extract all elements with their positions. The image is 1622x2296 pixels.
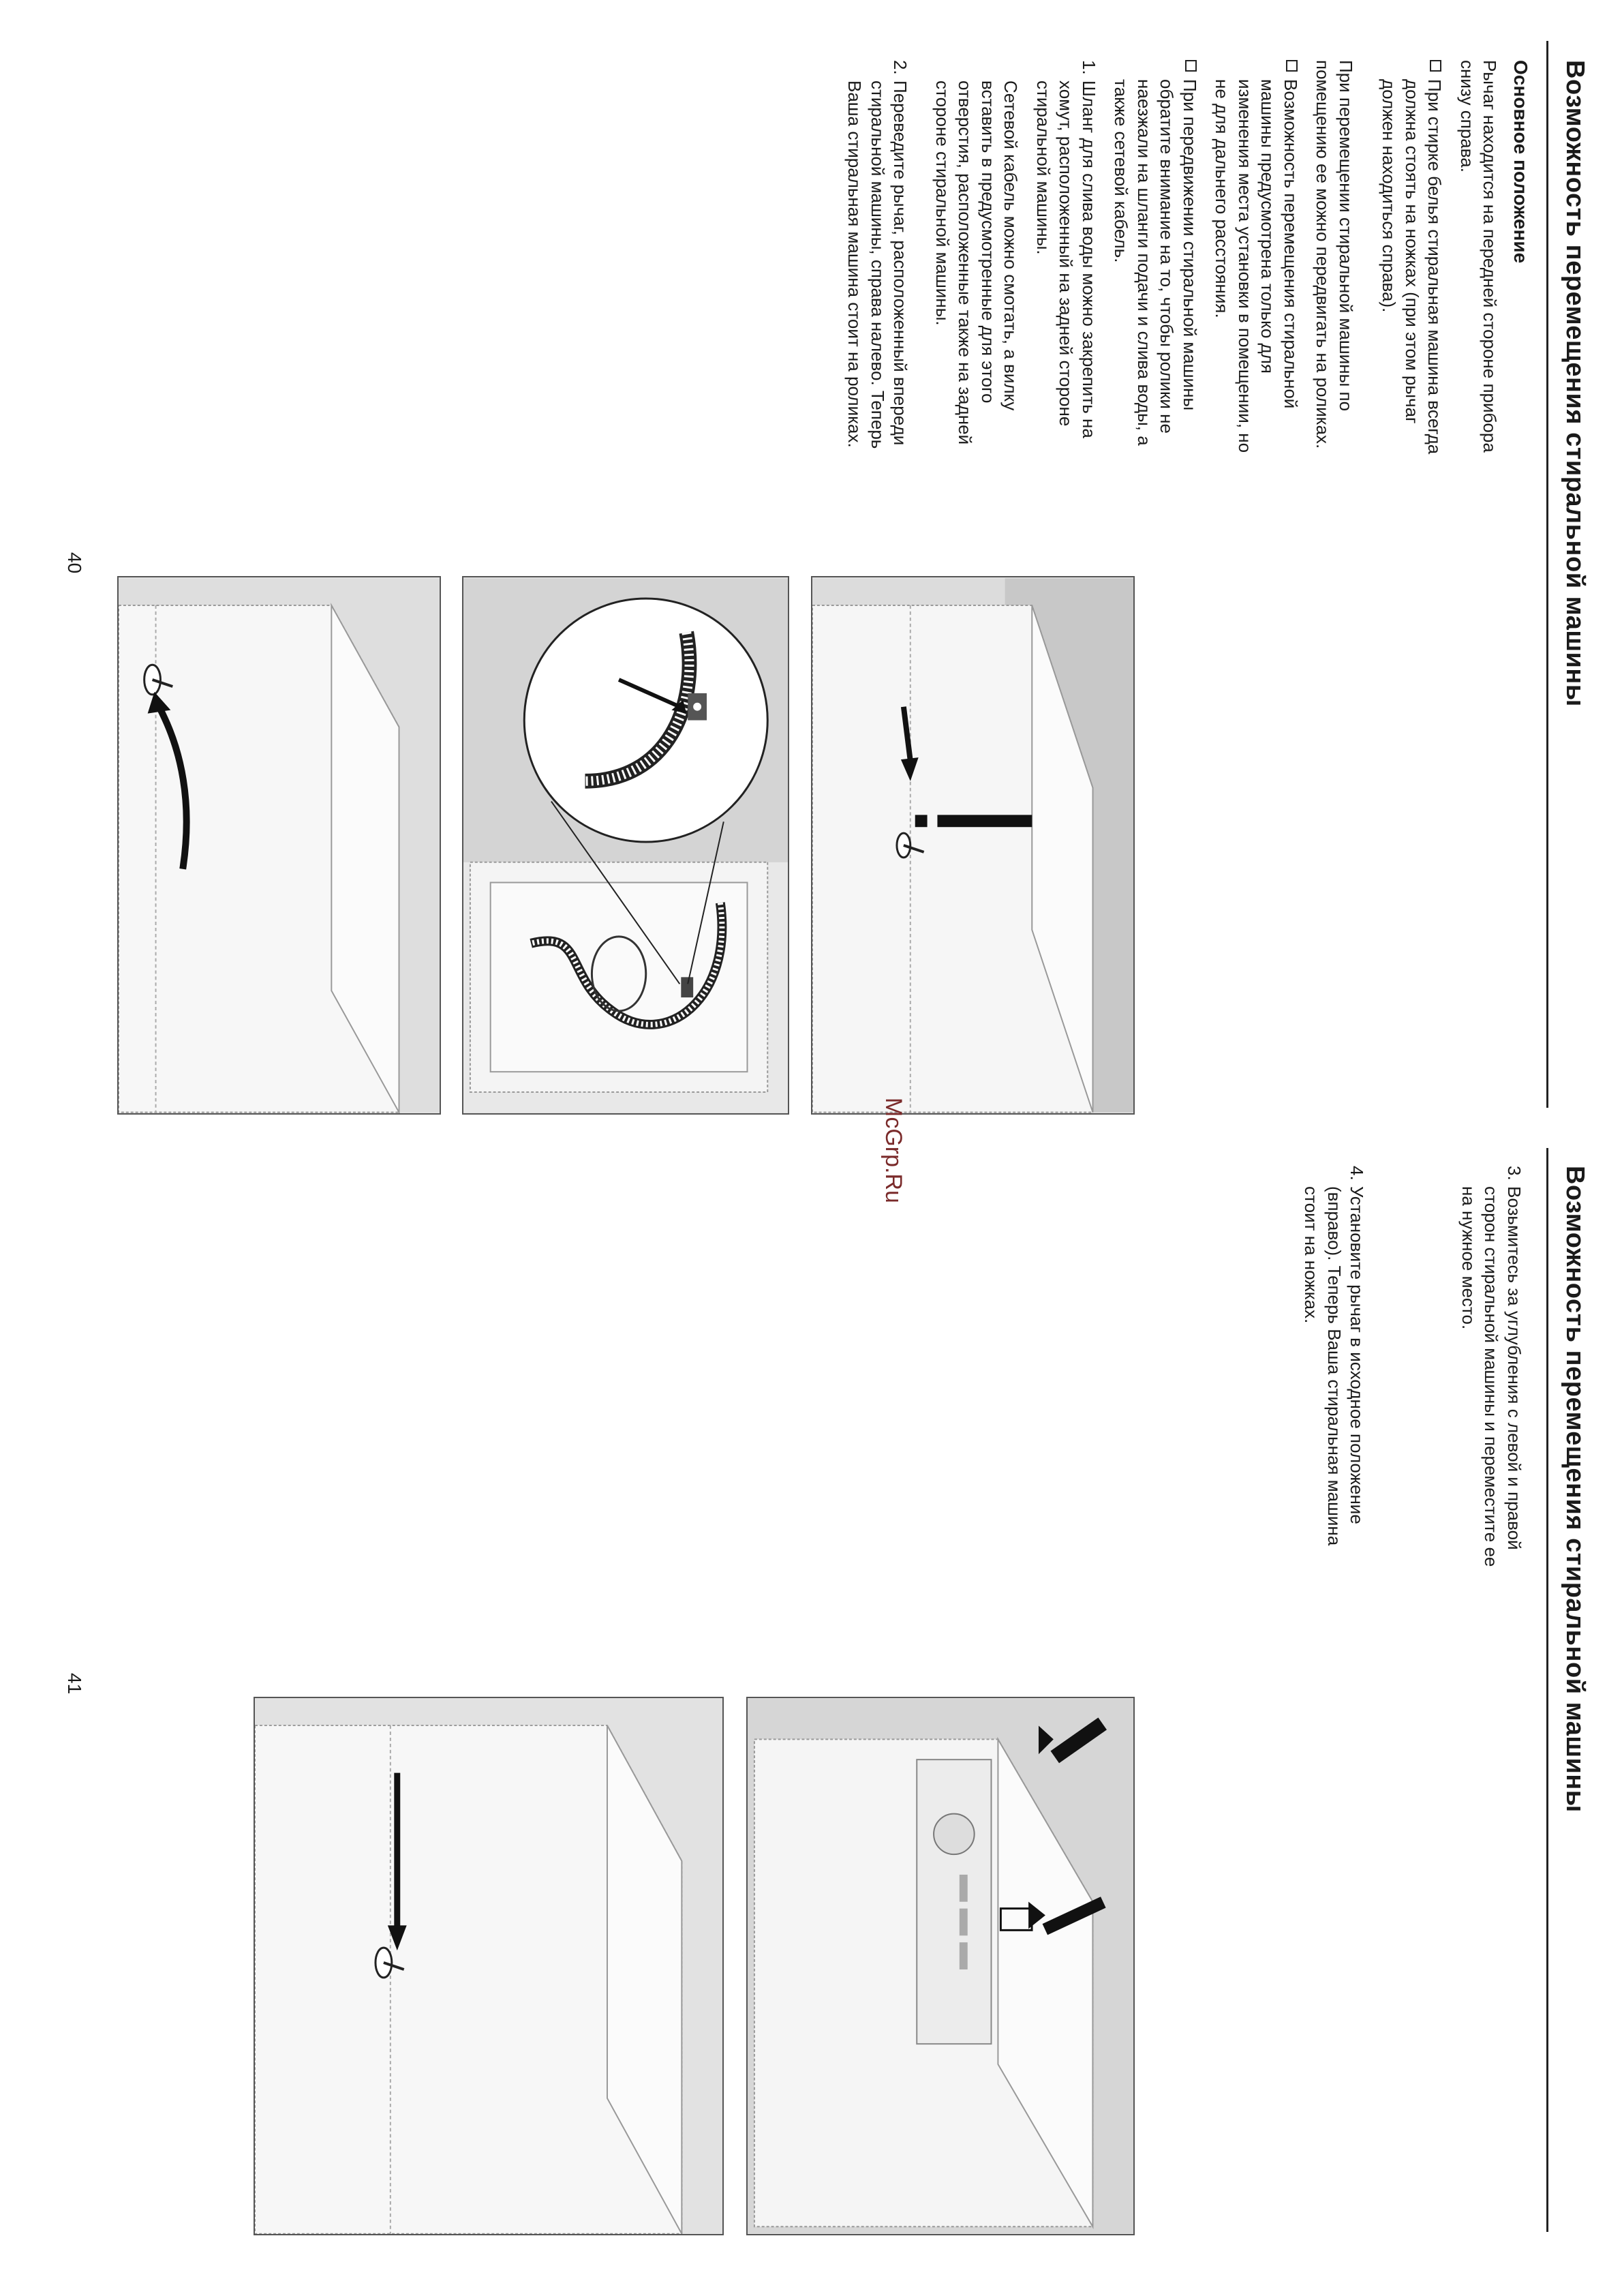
- bullet-item: [1210, 60, 1302, 462]
- step-4: [1300, 1166, 1368, 1568]
- page-41: [0, 1148, 1622, 2296]
- bullet-text: Возможность перемещения стиральной машины предусмотрена только для изменения места установки в помещении, но не для дальнего расстояния.: [1212, 79, 1301, 453]
- hose-clamp-illustration: [463, 577, 788, 1113]
- subheading: Основное положение: [1510, 60, 1531, 264]
- lever-switch-illustration: [119, 577, 440, 1113]
- page-number: 41: [64, 1673, 85, 1695]
- paragraph-moving: При перемещении стиральной машины по помещению ее можно передвигать на роликах.: [1313, 60, 1356, 449]
- lift-machine-illustration: [748, 1698, 1133, 2234]
- figure-lever-front: [811, 576, 1135, 1115]
- checkbox-bullet-icon: [1430, 60, 1442, 72]
- step-text: Шланг для слива воды можно закрепить на хомут, расположенный на задней стороне стиральной машины.: [1033, 80, 1099, 438]
- bullet-text: При стирке белья стиральная машина всегда должна стоять на ножках (при этом рычаг должен находиться справа).: [1379, 79, 1445, 455]
- step-text: Возьмитесь за углубления с левой и правой сторон стиральной машины и переместите ее на нужное место.: [1458, 1186, 1525, 1567]
- figure-hose-clamp: [462, 576, 789, 1115]
- paragraph-lever-position: Рычаг находится на передней стороне прибора снизу справа.: [1457, 60, 1501, 453]
- step-number: 4.: [1347, 1166, 1368, 1181]
- title-rule: [1546, 41, 1548, 1108]
- bullet-item: [1377, 60, 1446, 462]
- bullet-item: [1110, 60, 1201, 462]
- washing-machine-front-illustration: [812, 577, 1133, 1113]
- checkbox-bullet-icon: [1286, 60, 1298, 72]
- figure-lever-switch: [117, 576, 441, 1115]
- step-number: 1.: [1079, 60, 1099, 75]
- step-text: Установите рычаг в исходное положение (вправо). Теперь Ваша стиральная машина стоит на ножках.: [1301, 1186, 1368, 1546]
- text-column-left: [833, 60, 1532, 462]
- page-title: Возможность перемещения стиральной машины: [1561, 1166, 1589, 1813]
- figure-lever-back: [254, 1697, 724, 2235]
- page-title: Возможность перемещения стиральной машины: [1561, 60, 1589, 707]
- step-3: [1457, 1166, 1526, 1568]
- step-number: 2.: [890, 60, 911, 75]
- watermark-text: McGrp.Ru: [881, 1098, 906, 1203]
- text-column-right: [1290, 1166, 1525, 1568]
- figure-lift-machine: [746, 1697, 1135, 2235]
- bullet-text: При передвижении стиральной машины обратите внимание на то, чтобы ролики не наезжали на шланги подачи и слива воды, а также сетевой кабель.: [1111, 79, 1200, 446]
- step-1-continued: Сетевой кабель можно смотать, а вилку вставить в предусмотренные для этого отверстия, расположенные также на задней стороне стиральной машины.: [932, 80, 1022, 445]
- step-1: [1032, 60, 1101, 462]
- step-2: [843, 60, 912, 462]
- lever-back-illustration: [255, 1698, 722, 2234]
- step-number: 3.: [1504, 1166, 1525, 1181]
- page-number: 40: [64, 552, 85, 574]
- step-text: Переведите рычаг, расположенный впереди стиральной машины, справа налево. Теперь Ваша стиральная машина стоит на роликах.: [844, 80, 911, 449]
- checkbox-bullet-icon: [1185, 60, 1197, 72]
- title-rule: [1546, 1148, 1548, 2232]
